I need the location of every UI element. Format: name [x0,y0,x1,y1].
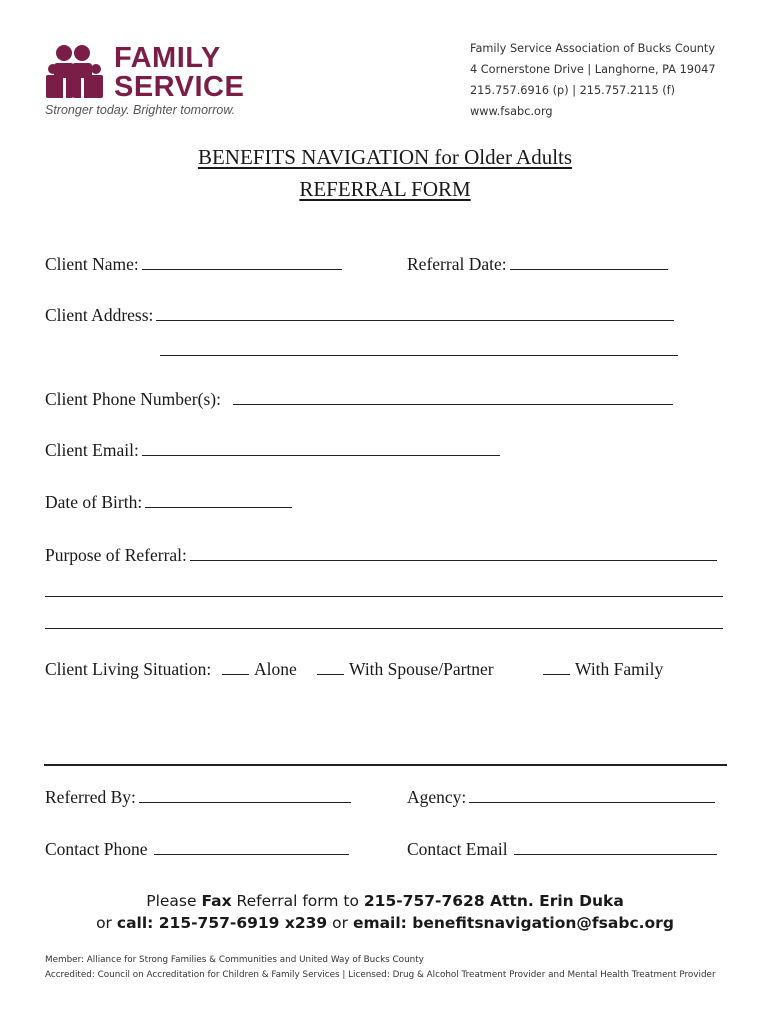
client-phone-field[interactable] [45,389,673,410]
fax-number: 215-757-7628 Attn. Erin Duka [363,892,624,910]
section-divider [44,764,727,766]
purpose-blank-1[interactable] [190,559,717,561]
contact-email-field[interactable] [407,839,717,860]
accreditation-note: Accredited: Council on Accreditation for Children & Family Services | Licensed: Drug & Alcohol Treatment Provider and Mental Health Treatment Provider [45,970,716,980]
agency-label: Agency: [407,787,467,807]
client-name-label: Client Name: [45,254,139,274]
living-option-alone[interactable] [222,659,297,680]
family-checkbox-blank[interactable] [543,673,570,675]
client-email-label: Client Email: [45,440,139,460]
membership-note: Member: Alliance for Strong Families & Communities and United Way of Bucks County [45,955,424,965]
client-email-blank[interactable] [142,454,500,456]
form-title: BENEFITS NAVIGATION for Older Adults [197,145,573,169]
purpose-label: Purpose of Referral: [45,545,187,565]
client-address-label: Client Address: [45,305,154,325]
org-phones: 215.757.6916 (p) | 215.757.2115 (f) [470,84,676,97]
contact-email-blank[interactable] [514,853,717,855]
spouse-label: With Spouse/Partner [349,659,494,679]
client-name-blank[interactable] [142,268,342,270]
client-name-field[interactable] [45,254,342,275]
purpose-blank-2[interactable] [45,596,723,597]
logo-tagline: Stronger today. Brighter tomorrow. [45,103,236,117]
contact-phone-label: Contact Phone [45,839,148,859]
logo-word-service: SERVICE [114,71,245,103]
referral-date-blank[interactable] [510,268,668,270]
logo-word-family: FAMILY [114,42,221,74]
living-option-spouse[interactable] [317,659,494,680]
purpose-field[interactable] [45,545,717,566]
alone-checkbox-blank[interactable] [222,673,249,675]
client-email-field[interactable] [45,440,500,461]
spouse-checkbox-blank[interactable] [317,673,344,675]
org-website[interactable]: www.fsabc.org [470,105,553,118]
living-option-family[interactable] [543,659,663,680]
dob-field[interactable] [45,492,292,513]
family-service-logo [44,42,244,102]
or-text-1: or [96,914,117,932]
contact-phone-field[interactable] [45,839,349,860]
referred-by-blank[interactable] [139,801,351,803]
client-phone-label: Client Phone Number(s): [45,389,221,409]
client-phone-blank[interactable] [233,403,673,405]
referral-form-to-text: Referral form to [231,892,364,910]
purpose-blank-3[interactable] [45,628,723,629]
referral-date-field[interactable] [407,254,668,275]
form-subtitle: REFERRAL FORM [299,177,471,201]
org-address: 4 Cornerstone Drive | Langhorne, PA 19047 [470,63,716,76]
client-address-field[interactable] [45,305,674,326]
dob-label: Date of Birth: [45,492,143,512]
living-situation-label: Client Living Situation: [45,659,212,679]
alone-label: Alone [254,659,297,679]
client-address-blank-1[interactable] [156,319,674,321]
agency-field[interactable] [407,787,715,808]
contact-phone-blank[interactable] [154,853,349,855]
contact-email-address[interactable]: email: benefitsnavigation@fsabc.org [352,914,674,932]
family-figures-icon [44,44,106,100]
org-name: Family Service Association of Bucks County [470,42,716,55]
family-label: With Family [575,659,664,679]
or-text-2: or [327,914,353,932]
contact-instructions [0,914,770,932]
agency-blank[interactable] [469,801,715,803]
client-address-blank-2[interactable] [160,355,678,356]
referral-date-label: Referral Date: [407,254,507,274]
fax-word: Fax [201,892,232,910]
dob-blank[interactable] [145,506,292,508]
fax-instructions [0,892,770,910]
please-text: Please [146,892,202,910]
contact-email-label: Contact Email [407,839,508,859]
referred-by-field[interactable] [45,787,351,808]
referred-by-label: Referred By: [45,787,136,807]
call-number[interactable]: call: 215-757-6919 x239 [116,914,328,932]
